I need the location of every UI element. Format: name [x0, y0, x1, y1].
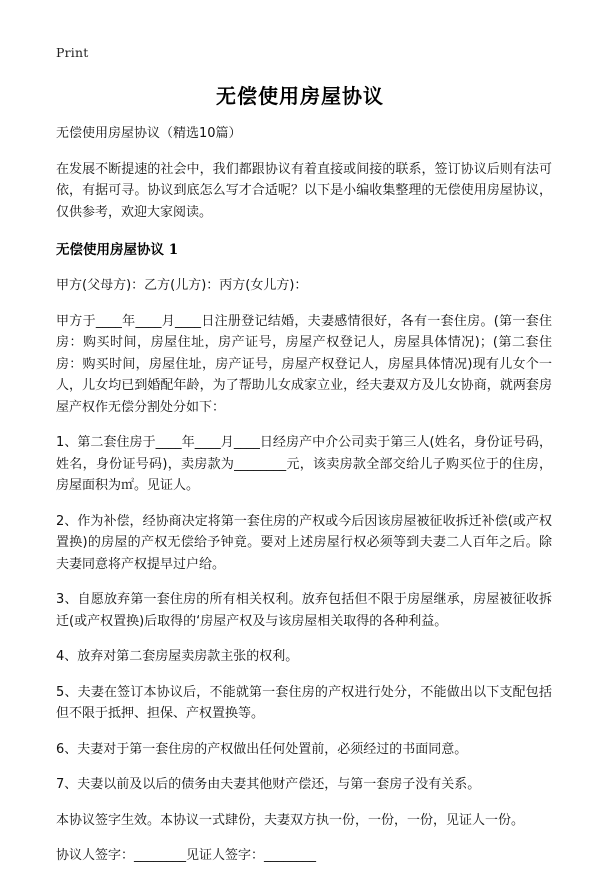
- print-link[interactable]: Print: [56, 45, 89, 60]
- clause-4: 4、放弃对第二套房屋卖房款主张的权利。: [56, 649, 299, 664]
- clause-3: 3、自愿放弃第一套住房的所有相关权利。放弃包括但不限于房屋继承，房屋被征收拆迁(或产权置换)后取得的‘房屋产权及与该房屋相关取得的各种利益。: [56, 592, 552, 629]
- paragraph-background: 甲方于____年____月____日注册登记结婚，夫妻感情很好，各有一套住房。(第一套住房：购买时间，房屋住址，房产证号，房屋产权登记人，房屋具体情况)；(第二套住房：购买时间，房屋住址，房产证号，房屋产权登记人，房屋具体情况)现有儿女个一人，儿女均已到婚配年龄，为了帮助儿女成家立业，经夫妻双方及儿女协商，就两套房屋产权作无偿分割处分如下：: [56, 313, 552, 415]
- clause-7: 7、夫妻以前及以后的债务由夫妻其他财产偿还，与第一套房子没有关系。: [56, 777, 481, 792]
- signature-line: 协议人签字：________见证人签字：________: [56, 848, 317, 863]
- clause-6: 6、夫妻对于第一套住房的产权做出任何处置前，必须经过的书面同意。: [56, 741, 468, 757]
- clause-1: 1、第二套住房于____年____月____日经房产中介公司卖于第三人(姓名，身份证号码，姓名，身份证号码)，卖房款为________元，该卖房款全部交给儿子购买位于的住房，房屋面积为㎡。见证人。: [56, 435, 552, 493]
- intro-paragraph: 在发展不断提速的社会中，我们都跟协议有着直接或间接的联系，签订协议后则有法可依，有据可寻。协议到底怎么写才合适呢？以下是小编收集整理的无偿使用房屋协议，仅供参考，欢迎大家阅读。: [56, 161, 552, 220]
- document-subtitle: 无偿使用房屋协议（精选10篇）: [56, 126, 242, 141]
- section-heading: 无偿使用房屋协议 1: [56, 242, 179, 258]
- paragraph-parties: 甲方(父母方)：乙方(儿方)：丙方(女儿方)：: [56, 278, 308, 293]
- document-body: [56, 123, 552, 881]
- effective-clause: 本协议签字生效。本协议一式肆份，夫妻双方执一份，一份，一份，见证人一份。: [56, 812, 525, 828]
- clause-5: 5、夫妻在签订本协议后，不能就第一套住房的产权进行处分，不能做出以下支配包括但不限于抵押、担保、产权置换等。: [56, 684, 552, 721]
- clause-2: 2、作为补偿，经协商决定将第一套住房的产权或今后因该房屋被征收拆迁补偿(或产权置换)的房屋的产权无偿给予钟竟。要对上述房屋行权必须等到夫妻二人百年之后。除夫妻同意将产权提早过户给。: [56, 513, 552, 572]
- document-title: 无偿使用房屋协议: [216, 84, 384, 108]
